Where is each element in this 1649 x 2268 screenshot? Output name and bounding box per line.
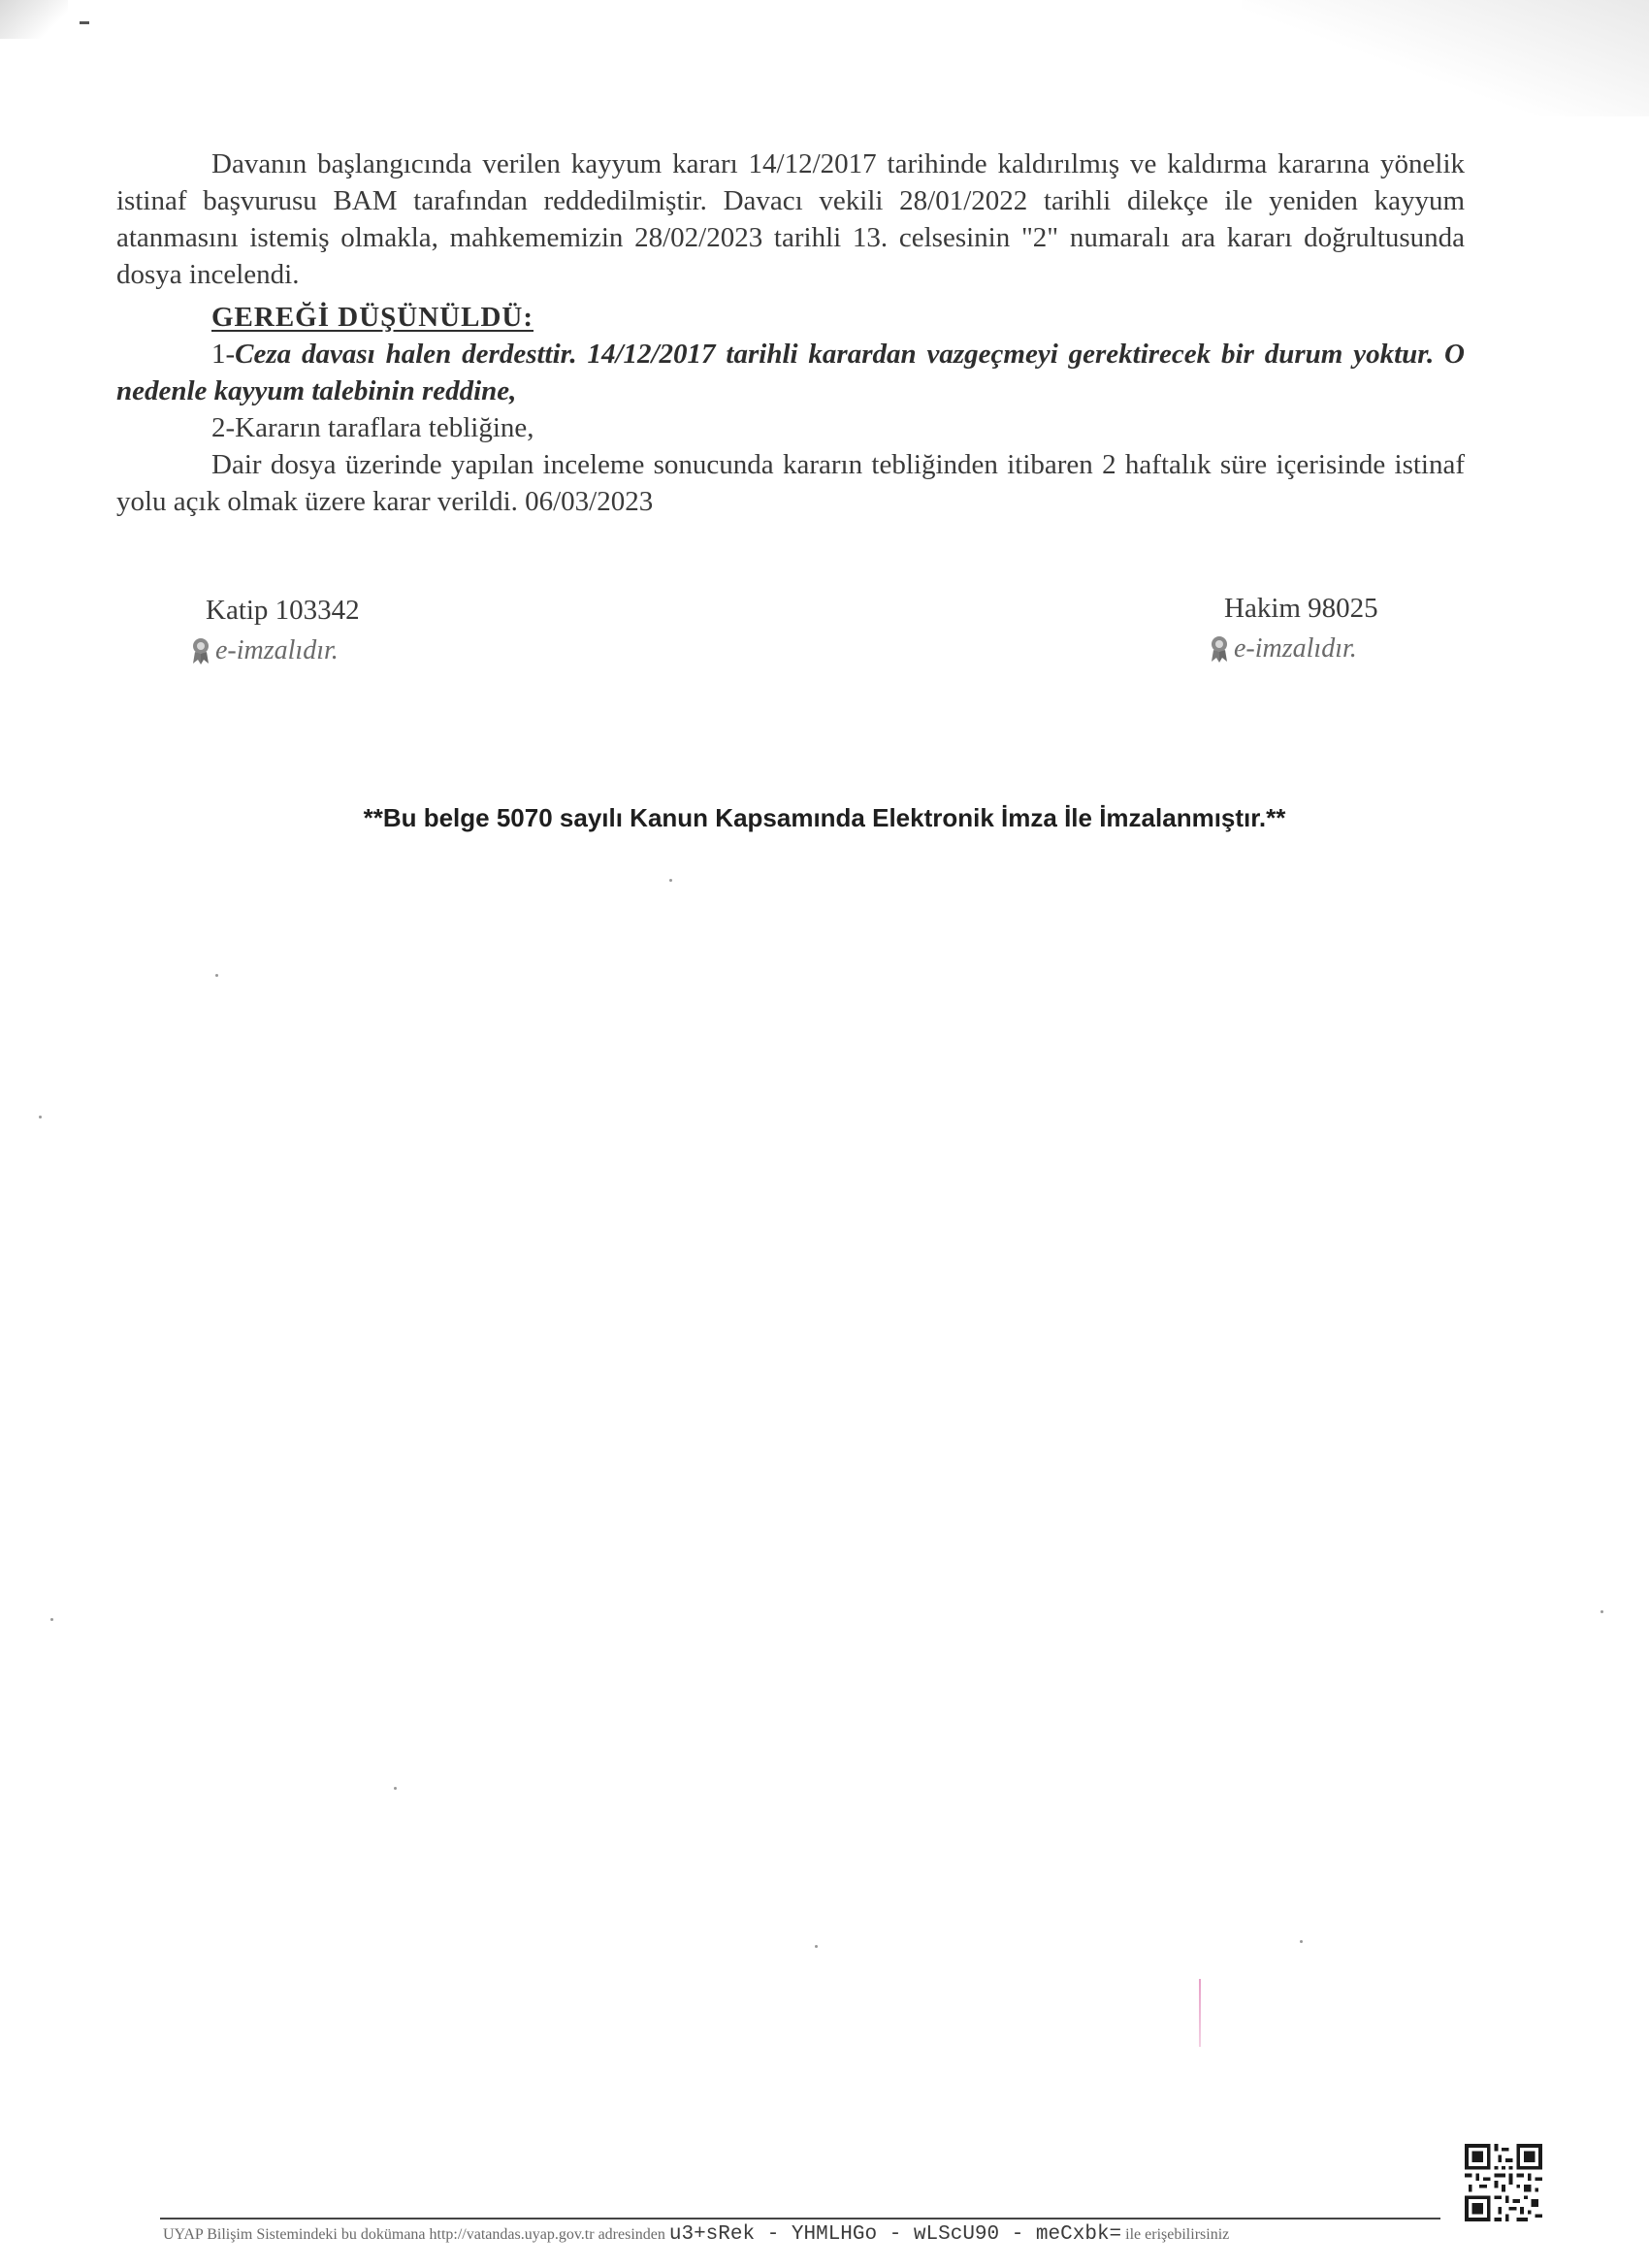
document-body — [116, 146, 1465, 520]
clerk-title: Katip 103342 — [206, 595, 360, 626]
paragraph-1-line: dilekçe ile yeniden kayyum atanmasını istemiş olmakla, mahkememizin 28/02/2023 tarihli 13. celsesinin — [116, 185, 1465, 253]
footer-suffix: ile erişebilirsiniz — [1125, 2226, 1230, 2243]
scan-speck — [39, 1116, 42, 1118]
decision-item-1 — [116, 336, 1465, 409]
decision-item-2: 2-Kararın taraflara tebliğine, — [211, 412, 534, 443]
paragraph-1-line: Davanın başlangıcında verilen kayyum kararı 14/12/2017 tarihinde kaldırılmış ve kaldırma — [211, 148, 1268, 179]
scan-speck — [1300, 1940, 1303, 1943]
closing-line: içerisinde istinaf yolu açık olmak üzere karar verildi. 06/03/2023 — [116, 449, 1466, 517]
scan-mark — [80, 21, 89, 24]
footer-rule — [160, 2218, 1440, 2219]
judge-signature — [1224, 590, 1378, 667]
verification-code: u3+sRek - YHMLHGo - wLScU90 - meCxbk= — [668, 2223, 1122, 2246]
decision-item-1-line: Ceza davası halen derdesttir. 14/12/2017 tarihli karardan vazgeçmeyi gerektirecek bir durum — [235, 339, 1343, 370]
decision-item-1-line: yoktur. O nedenle kayyum talebinin reddine, — [116, 339, 1466, 406]
closing-line: Dair dosya üzerinde yapılan inceleme sonucunda kararın tebliğinden itibaren 2 haftalık süre — [211, 449, 1268, 480]
judge-title: Hakim 98025 — [1224, 593, 1378, 624]
scan-speck — [669, 879, 672, 882]
paragraph-1 — [116, 146, 1465, 293]
scan-corner-shadow-right — [1242, 0, 1649, 116]
clerk-esign — [190, 632, 360, 669]
footer-prefix: UYAP Bilişim Sistemindeki bu dokümana http://vatandas.uyap.gov.tr adresinden — [163, 2226, 665, 2243]
judge-esign — [1209, 631, 1378, 667]
e-signature-seal-icon — [1209, 634, 1230, 664]
scan-ink-mark — [1199, 1979, 1201, 2047]
paragraph-1-line: kararına yönelik istinaf başvurusu BAM tarafından reddedilmiştir. Davacı vekili 28/01/2022 tarihli — [116, 148, 1466, 216]
e-signature-notice: **Bu belge 5070 sayılı Kanun Kapsamında Elektronik İmza İle İmzalanmıştır.** — [363, 803, 1286, 832]
scan-speck — [50, 1618, 53, 1621]
paragraph-1-line: "2" numaralı ara kararı doğrultusunda dosya incelendi. — [116, 222, 1466, 290]
scan-speck — [815, 1945, 818, 1948]
qr-code-icon — [1465, 2144, 1542, 2221]
scan-speck — [1600, 1610, 1603, 1613]
scan-speck — [394, 1787, 397, 1790]
footer-verification — [163, 2223, 1453, 2246]
judge-esign-text: e-imzalıdır. — [1234, 633, 1357, 664]
decision-heading: GEREĞİ DÜŞÜNÜLDÜ: — [211, 302, 534, 333]
e-signature-seal-icon — [190, 636, 211, 665]
scan-speck — [215, 974, 218, 977]
scan-corner-shadow-left — [0, 0, 68, 39]
closing-paragraph — [116, 446, 1465, 520]
decision-item-1-number: 1- — [211, 339, 236, 370]
clerk-signature — [206, 592, 360, 669]
clerk-esign-text: e-imzalıdır. — [215, 635, 339, 665]
